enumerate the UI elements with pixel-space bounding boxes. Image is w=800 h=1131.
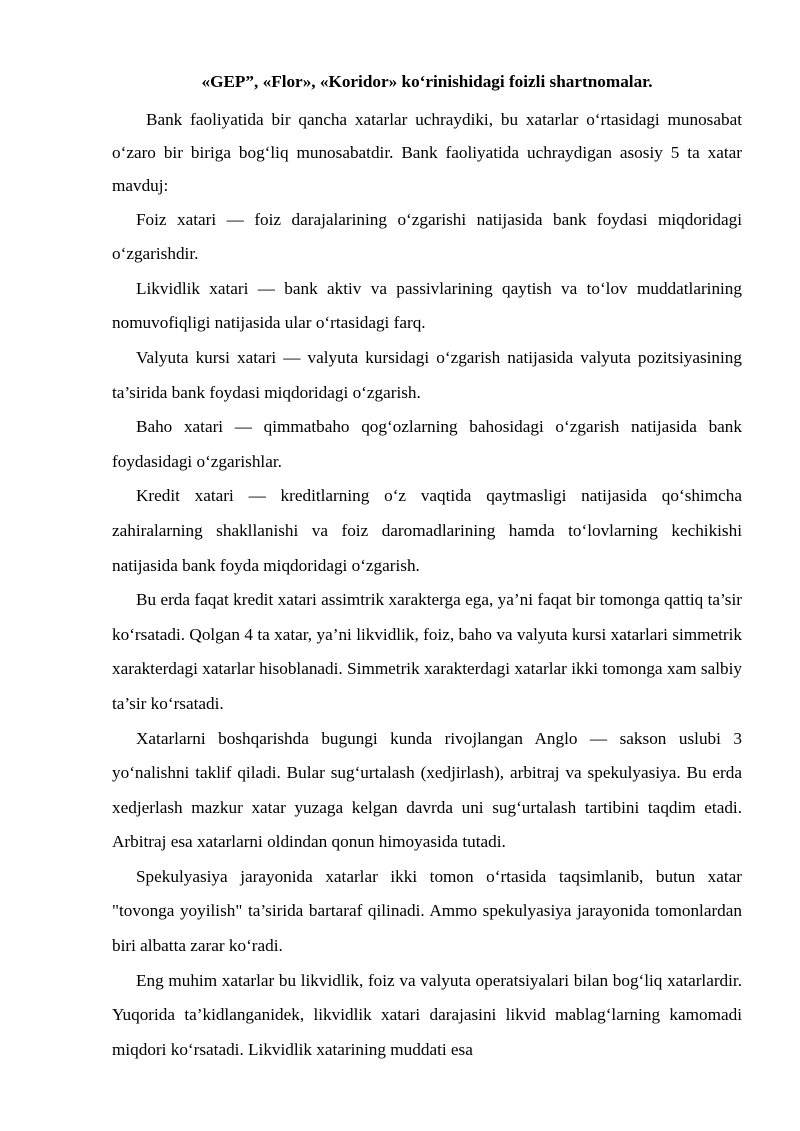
paragraph-price-risk: Baho xatari — qimmatbaho qog‘ozlarning bahosidagi o‘zgarish natijasida bank foydasidagi o‘zgarishlar. xyxy=(112,417,742,471)
paragraph-anglo-saxon-method: Xatarlarni boshqarishda bugungi kunda rivojlangan Anglo — sakson uslubi 3 yo‘nalishni taklif qiladi. Bular sug‘urtalash (xedjirlash), arbitraj va spekulyasiya. Bu erda xedjerlash mazkur xatar yuzaga kelgan davrda uni sug‘urtalash tartibini taqdim etadi. Arbitraj esa xatarlarni oldindan qonun himoyasida tutadi. xyxy=(112,728,742,852)
document-page xyxy=(112,70,742,1067)
paragraph-interest-risk: Foiz xatari — foiz darajalarining o‘zgarishi natijasida bank foydasi miqdoridagi o‘zgarishdir. xyxy=(112,209,742,264)
paragraph-currency-risk: Valyuta kursi xatari — valyuta kursidagi o‘zgarish natijasida valyuta pozitsiyasining ta’sirida bank foydasi miqdoridagi o‘zgarish. xyxy=(112,347,742,402)
paragraph-asymmetric-risk: Bu erda faqat kredit xatari assimtrik xarakterga ega, ya’ni faqat bir tomonga qattiq ta’sir ko‘rsatadi. Qolgan 4 ta xatar, ya’ni likvidlik, foiz, baho va valyuta kursi xatarlari simmetrik xarakterdagi xatarlar hisoblanadi. Simmetrik xarakterdagi xatarlar ikki tomonga xam salbiy ta’sir ko‘rsatadi. xyxy=(112,590,742,713)
paragraph-credit-risk: Kredit xatari — kreditlarning o‘z vaqtida qaytmasligi natijasida qo‘shimcha zahiralarning shakllanishi va foiz daromadlarining hamda to‘lovlarning kechikishi natijasida bank foyda miqdoridagi o‘zgarish. xyxy=(112,486,742,575)
paragraph-key-risks: Eng muhim xatarlar bu likvidlik, foiz va valyuta operatsiyalari bilan bog‘liq xatarlardir. Yuqorida ta’kidlanganidek, likvidlik xatari darajasini likvid mablag‘larning kamomadi miqdori ko‘rsatadi. Likvidlik xatarining muddati esa xyxy=(112,970,742,1059)
document-title: «GEP”, «Flor», «Koridor» ko‘rinishidagi foizli shartnomalar. xyxy=(201,72,653,91)
paragraph-liquidity-risk: Likvidlik xatari — bank aktiv va passivlarining qaytish va to‘lov muddatlarining nomuvofiqligi natijasida ular o‘rtasidagi farq. xyxy=(112,278,742,333)
paragraph-speculation: Spekulyasiya jarayonida xatarlar ikki tomon o‘rtasida taqsimlanib, butun xatar "tovonga yoyilish" ta’sirida bartaraf qilinadi. Ammo spekulyasiya jarayonida tomonlardan biri albatta zarar ko‘radi. xyxy=(112,866,742,956)
paragraph-intro: Bank faoliyatida bir qancha xatarlar uchraydiki, bu xatarlar o‘rtasidagi munosabat o‘zaro bir biriga bog‘liq munosabatdir. Bank faoliyatida uchraydigan asosiy 5 ta xatar mavduj: xyxy=(112,110,742,196)
